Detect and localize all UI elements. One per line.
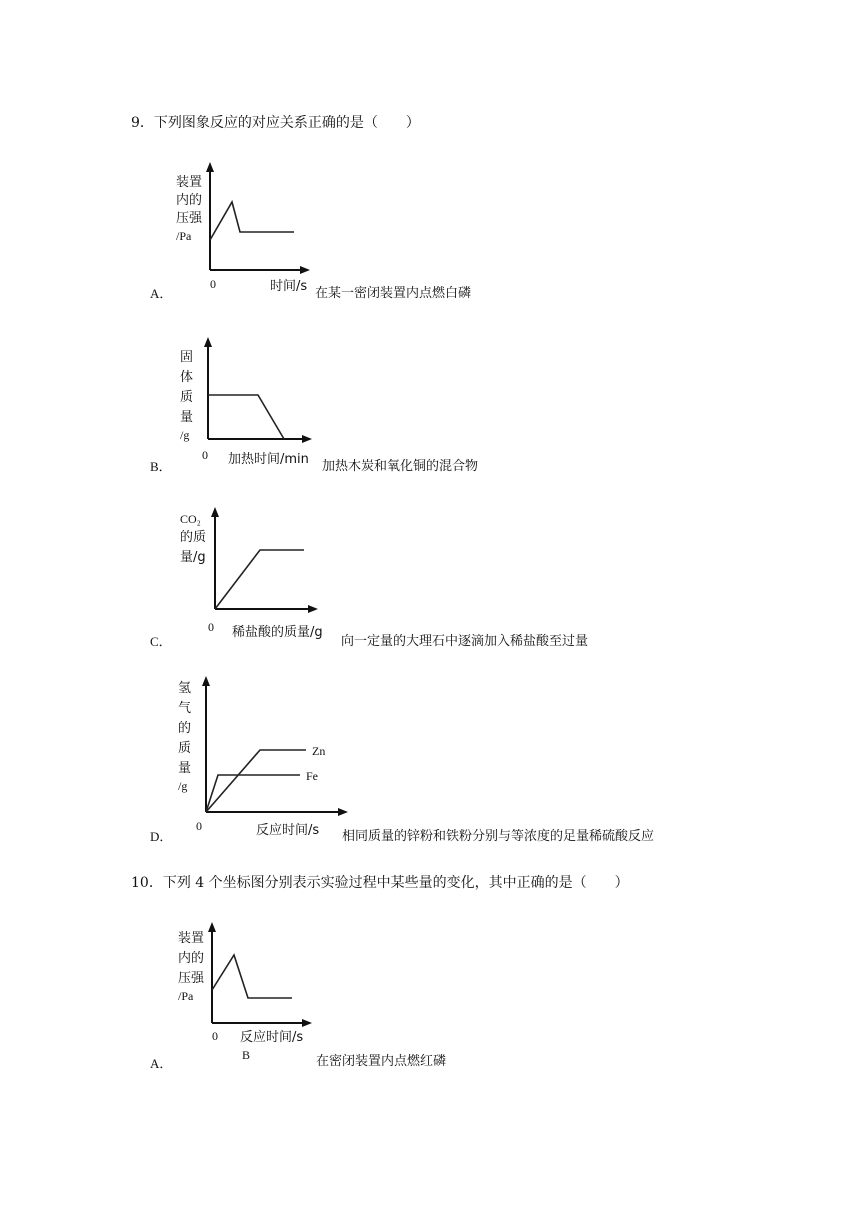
origin-label: 0 (212, 1029, 218, 1043)
ylabel-line-4: /Pa (176, 229, 192, 243)
ylabel-line-5: 量 (178, 761, 192, 776)
graph-9c (170, 503, 350, 643)
series-label-fe: Fe (306, 769, 318, 783)
y-axis-arrow (206, 162, 214, 172)
ylabel-line-2: 体 (180, 370, 194, 385)
y-axis-arrow (202, 676, 210, 686)
question-10-stem: 10．下列 4 个坐标图分别表示实验过程中某些量的变化，其中正确的是（ ） (131, 875, 629, 891)
ylabel-line-4: 质 (178, 741, 192, 756)
option-9c-description: 向一定量的大理石中逐滴加入稀盐酸至过量 (341, 634, 589, 649)
option-10a-description: 在密闭装置内点燃红磷 (316, 1054, 447, 1069)
origin-label: 0 (196, 819, 202, 833)
ylabel-line-2: 内的 (178, 951, 205, 966)
ylabel-line-3: 量/g (180, 550, 206, 565)
graph-9d (170, 672, 350, 842)
option-9b-letter: B． (150, 459, 172, 474)
option-10a-letter: A． (150, 1056, 173, 1071)
xlabel: 稀盐酸的质量/g (232, 625, 323, 640)
ylabel-line-6: /g (178, 779, 188, 793)
ylabel-line-3: 压强 (176, 211, 203, 226)
series-label-zn: Zn (312, 744, 326, 758)
xlabel: 反应时间/s (256, 823, 320, 838)
y-axis-arrow (211, 507, 219, 517)
ylabel-line-1: 固 (180, 350, 194, 365)
option-9a-letter: A． (150, 286, 173, 301)
pressure-curve (210, 202, 294, 240)
ylabel-line-5: /g (180, 428, 190, 442)
option-9d-description: 相同质量的锌粉和铁粉分别与等浓度的足量稀硫酸反应 (342, 829, 655, 844)
x-axis-arrow (302, 435, 312, 443)
ylabel-line-1: 装置 (178, 931, 205, 946)
x-axis-arrow (338, 808, 348, 816)
x-axis-arrow (308, 605, 318, 613)
ylabel-line-3: 质 (180, 390, 194, 405)
ylabel-line-4: /Pa (178, 989, 194, 1003)
question-9-stem: 9．下列图象反应的对应关系正确的是（ ） (131, 115, 420, 131)
ylabel-line-3: 的 (178, 721, 192, 736)
option-9c-letter: C． (150, 634, 172, 649)
xlabel: 时间/s (270, 279, 308, 294)
option-9a-description: 在某一密闭装置内点燃白磷 (315, 286, 472, 301)
ylabel-line-1: CO₂ (180, 512, 201, 526)
ylabel-line-2: 内的 (176, 193, 203, 208)
ylabel-line-1: 装置 (176, 175, 203, 190)
option-9b-description: 加热木炭和氧化铜的混合物 (322, 459, 479, 474)
x-axis-arrow (300, 266, 310, 274)
zn-curve (206, 750, 306, 812)
ylabel-line-4: 量 (180, 410, 194, 425)
origin-label: 0 (208, 620, 214, 634)
option-9d-letter: D． (150, 829, 173, 844)
fe-curve (206, 775, 300, 812)
x-axis-arrow (302, 1019, 312, 1027)
y-axis-arrow (204, 337, 212, 347)
graph-9a (170, 160, 330, 300)
graph-9b (170, 335, 330, 470)
ylabel-line-3: 压强 (178, 971, 205, 986)
ylabel-line-1: 氢 (178, 681, 192, 696)
graph-caption: B (242, 1048, 251, 1062)
xlabel: 加热时间/min (228, 452, 309, 467)
xlabel: 反应时间/s (240, 1030, 304, 1045)
graph-10a (170, 918, 350, 1068)
ylabel-line-2: 的质 (180, 530, 207, 545)
origin-label: 0 (210, 277, 216, 291)
pressure-curve (212, 955, 292, 998)
solid-mass-curve (208, 395, 284, 439)
co2-mass-curve (215, 550, 304, 609)
y-axis-arrow (208, 922, 216, 932)
origin-label: 0 (202, 448, 208, 462)
ylabel-line-2: 气 (178, 701, 192, 716)
